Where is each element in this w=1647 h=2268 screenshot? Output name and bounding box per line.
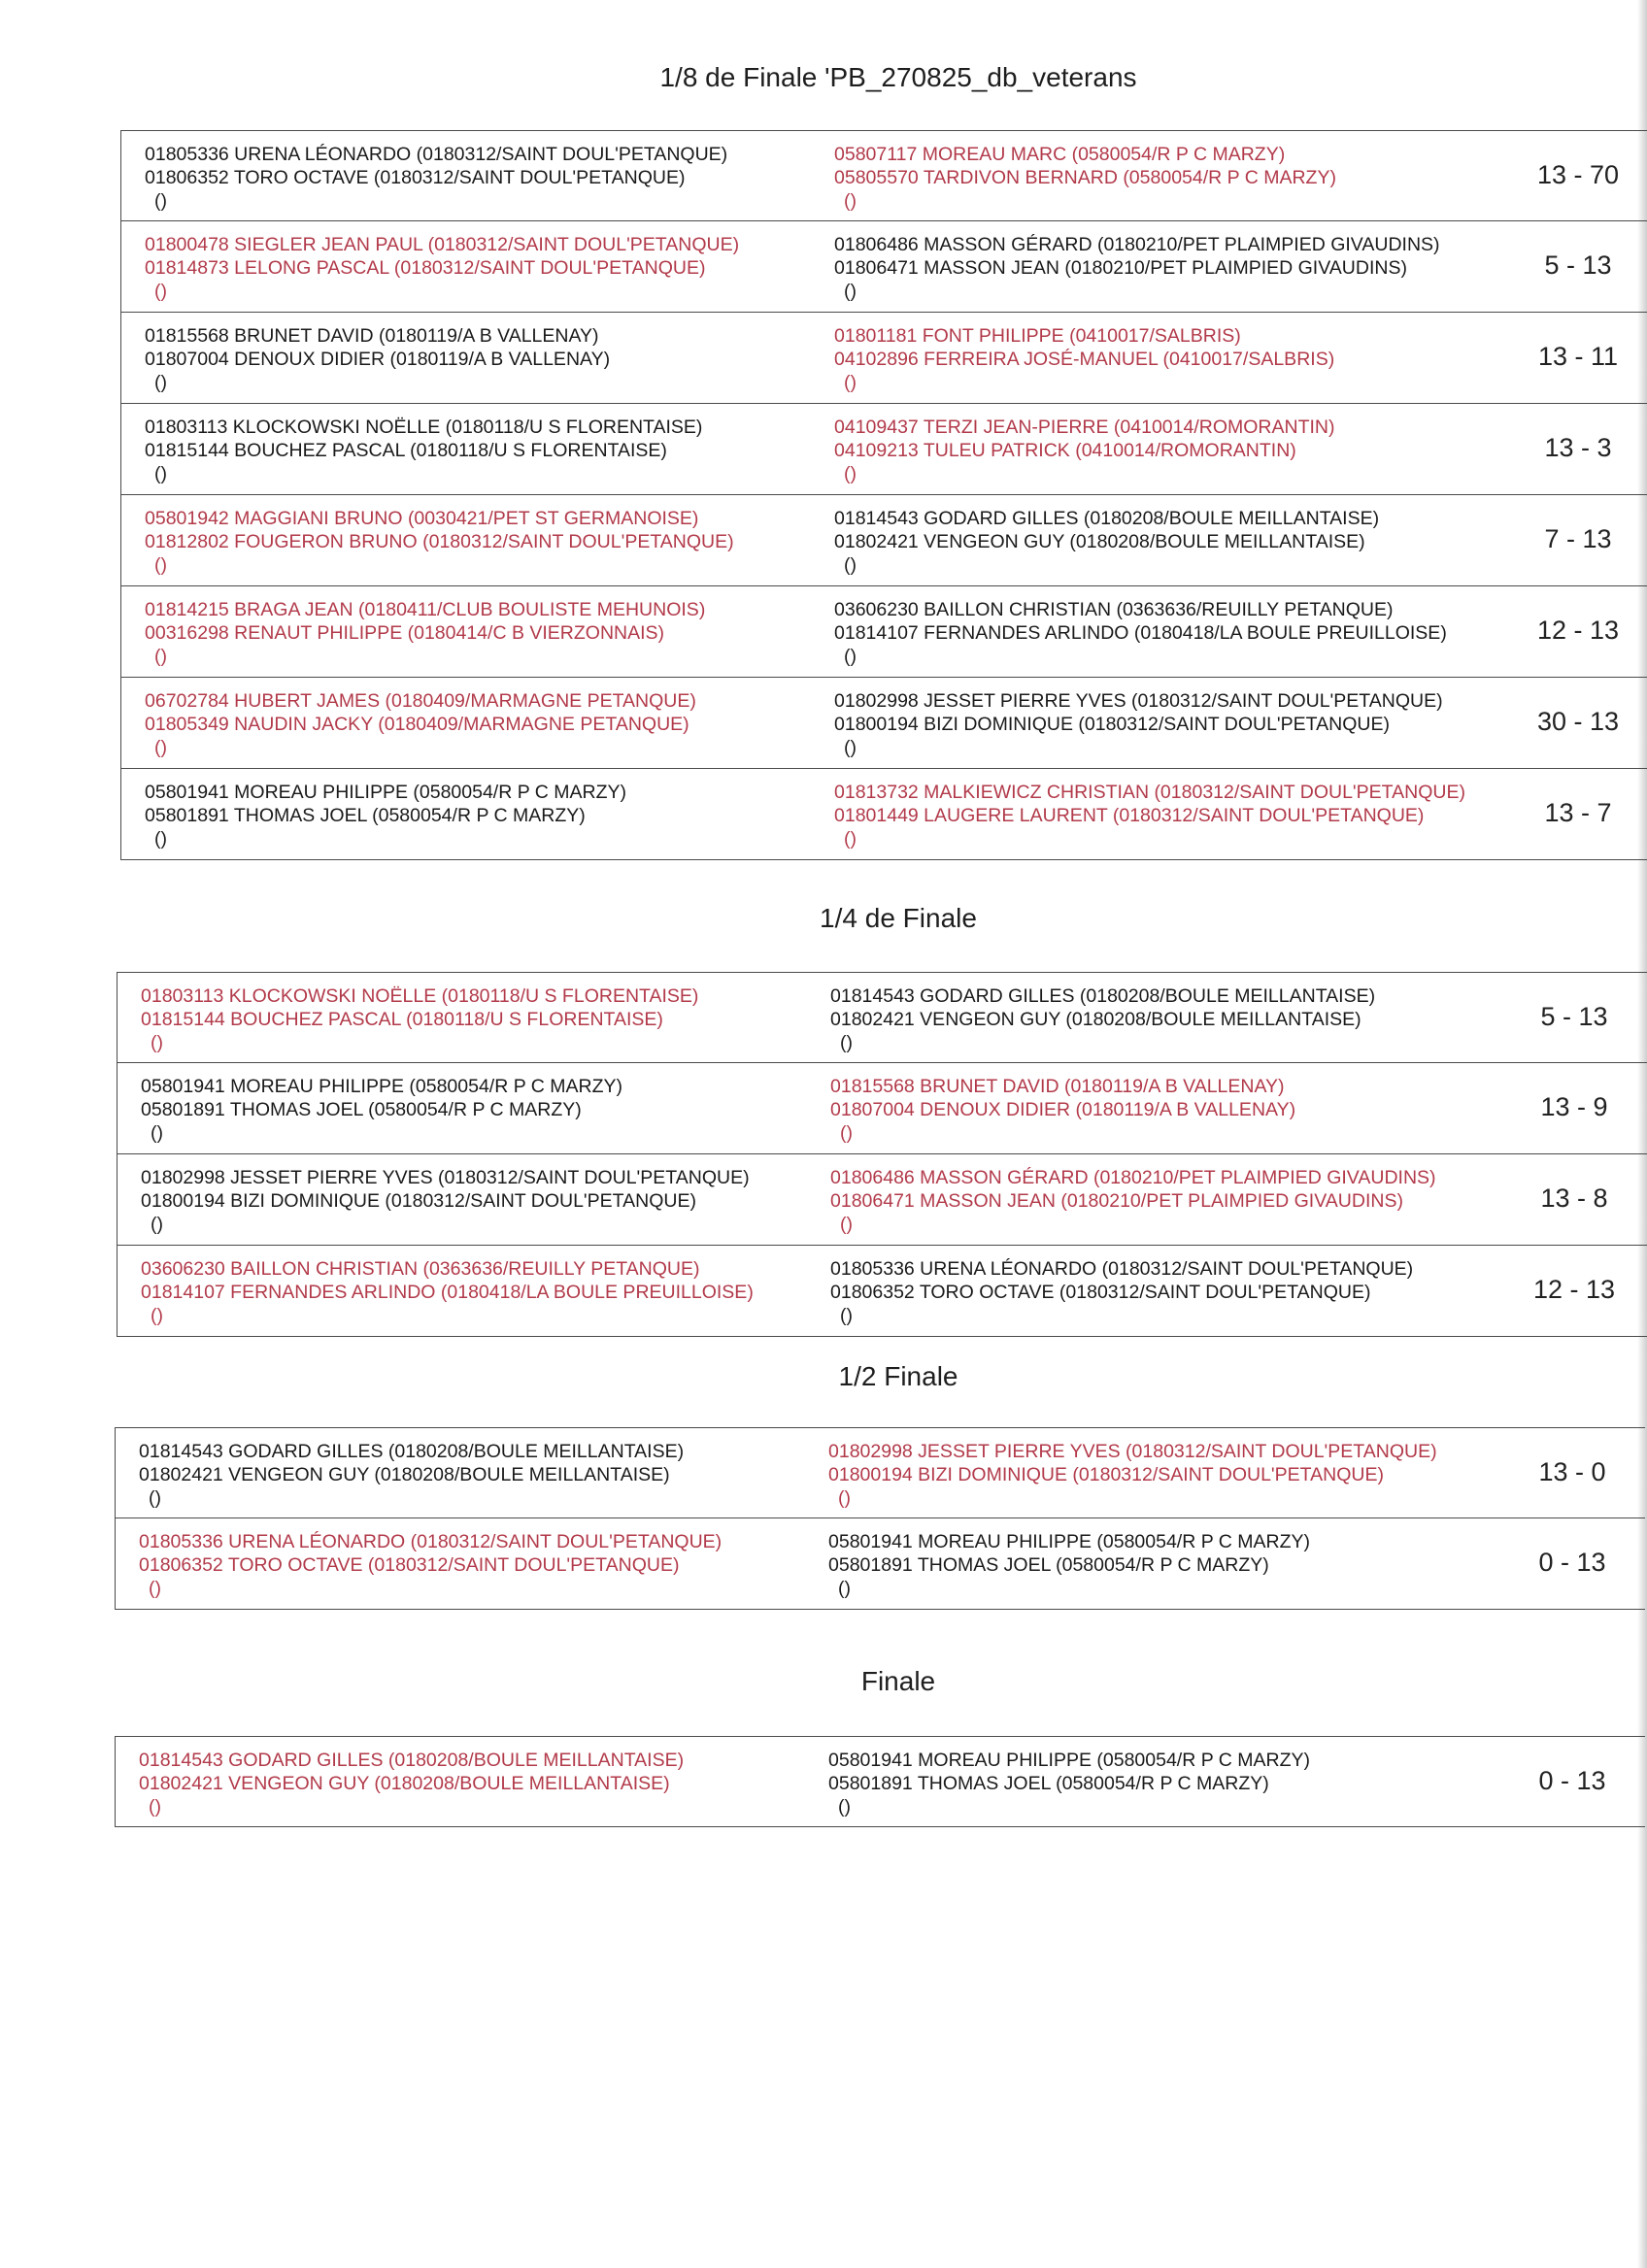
eighth-finals-table: [120, 130, 1647, 860]
match-score: 13 - 9: [1540, 1092, 1608, 1121]
team-right: 05801941 MOREAU PHILIPPE (0580054/R P C MARZY) 05801891 THOMAS JOEL (0580054/R P C MARZY) (): [828, 1531, 1311, 1599]
section-title-quarter-finals: 1/4 de Finale: [820, 903, 977, 933]
match-score: 13 - 8: [1540, 1184, 1608, 1213]
team-right: 05801941 MOREAU PHILIPPE (0580054/R P C MARZY) 05801891 THOMAS JOEL (0580054/R P C MARZY) (): [828, 1750, 1311, 1818]
match-row: [115, 1736, 1645, 1827]
team-right: 05807117 MOREAU MARC (0580054/R P C MARZY) 05805570 TARDIVON BERNARD (0580054/R P C MARZY) (): [834, 144, 1336, 212]
match-row: [120, 404, 1647, 495]
team-left: 01805336 URENA LÉONARDO (0180312/SAINT DOUL'PETANQUE) 01806352 TORO OCTAVE (0180312/SAINT DOUL'PETANQUE) (): [139, 1531, 723, 1599]
match-row: [115, 1427, 1645, 1518]
final-table: [115, 1736, 1645, 1827]
match-row: [117, 972, 1647, 1063]
section-title-eighth-finals: 1/8 de Finale 'PB_270825_db_veterans: [659, 62, 1137, 92]
team-left: 01814215 BRAGA JEAN (0180411/CLUB BOULISTE MEHUNOIS) 00316298 RENAUT PHILIPPE (0180414/C B VIERZONNAIS) (): [145, 599, 706, 667]
team-right: 01805336 URENA LÉONARDO (0180312/SAINT DOUL'PETANQUE) 01806352 TORO OCTAVE (0180312/SAINT DOUL'PETANQUE) (): [830, 1258, 1414, 1326]
section-title-final: Finale: [860, 1666, 936, 1696]
team-left: 05801941 MOREAU PHILIPPE (0580054/R P C MARZY) 05801891 THOMAS JOEL (0580054/R P C MARZY) (): [145, 782, 627, 850]
team-right: 01814543 GODARD GILLES (0180208/BOULE MEILLANTAISE) 01802421 VENGEON GUY (0180208/BOULE MEILLANTAISE) (): [834, 508, 1380, 576]
team-right: 01814543 GODARD GILLES (0180208/BOULE MEILLANTAISE) 01802421 VENGEON GUY (0180208/BOULE MEILLANTAISE) (): [830, 985, 1376, 1053]
team-right: 01802998 JESSET PIERRE YVES (0180312/SAINT DOUL'PETANQUE) 01800194 BIZI DOMINIQUE (0180312/SAINT DOUL'PETANQUE) (): [828, 1441, 1437, 1509]
match-score: 13 - 0: [1538, 1457, 1606, 1486]
match-score: 13 - 7: [1544, 798, 1612, 827]
team-right: 01806486 MASSON GÉRARD (0180210/PET PLAIMPIED GIVAUDINS) 01806471 MASSON JEAN (0180210/PET PLAIMPIED GIVAUDINS) (): [830, 1167, 1436, 1235]
match-score: 0 - 13: [1538, 1766, 1606, 1795]
team-left: 05801941 MOREAU PHILIPPE (0580054/R P C MARZY) 05801891 THOMAS JOEL (0580054/R P C MARZY) (): [141, 1076, 623, 1144]
team-right: 04109437 TERZI JEAN-PIERRE (0410014/ROMORANTIN) 04109213 TULEU PATRICK (0410014/ROMORANTIN) (): [834, 417, 1335, 484]
match-score: 13 - 70: [1536, 160, 1620, 189]
team-left: 01814543 GODARD GILLES (0180208/BOULE MEILLANTAISE) 01802421 VENGEON GUY (0180208/BOULE MEILLANTAISE) (): [139, 1441, 685, 1509]
team-left: 01815568 BRUNET DAVID (0180119/A B VALLENAY) 01807004 DENOUX DIDIER (0180119/A B VALLENAY) (): [145, 325, 611, 393]
match-score: 5 - 13: [1540, 1002, 1608, 1031]
team-left: 05801942 MAGGIANI BRUNO (0030421/PET ST GERMANOISE) 01812802 FOUGERON BRUNO (0180312/SAINT DOUL'PETANQUE) (): [145, 508, 734, 576]
match-row: [120, 130, 1647, 221]
team-left: 01800478 SIEGLER JEAN PAUL (0180312/SAINT DOUL'PETANQUE) 01814873 LELONG PASCAL (0180312/SAINT DOUL'PETANQUE) (): [145, 234, 740, 302]
team-right: 01806486 MASSON GÉRARD (0180210/PET PLAIMPIED GIVAUDINS) 01806471 MASSON JEAN (0180210/PET PLAIMPIED GIVAUDINS) (): [834, 234, 1440, 302]
team-right: 01815568 BRUNET DAVID (0180119/A B VALLENAY) 01807004 DENOUX DIDIER (0180119/A B VALLENAY) (): [830, 1076, 1296, 1144]
quarter-finals-table: [117, 972, 1647, 1337]
match-row: [120, 495, 1647, 586]
match-row: [120, 586, 1647, 678]
match-row: [117, 1246, 1647, 1337]
match-row: [120, 313, 1647, 404]
team-left: 01814543 GODARD GILLES (0180208/BOULE MEILLANTAISE) 01802421 VENGEON GUY (0180208/BOULE MEILLANTAISE) (): [139, 1750, 685, 1818]
team-left: 01802998 JESSET PIERRE YVES (0180312/SAINT DOUL'PETANQUE) 01800194 BIZI DOMINIQUE (0180312/SAINT DOUL'PETANQUE) (): [141, 1167, 750, 1235]
match-row: [117, 1063, 1647, 1154]
match-score: 7 - 13: [1544, 524, 1612, 553]
team-left: 06702784 HUBERT JAMES (0180409/MARMAGNE PETANQUE) 01805349 NAUDIN JACKY (0180409/MARMAGNE PETANQUE) (): [145, 690, 696, 758]
match-score: 13 - 11: [1537, 342, 1619, 371]
semi-finals-table: [115, 1427, 1645, 1610]
match-row: [120, 221, 1647, 313]
match-row: [120, 678, 1647, 769]
match-row: [115, 1518, 1645, 1610]
team-left: 01805336 URENA LÉONARDO (0180312/SAINT DOUL'PETANQUE) 01806352 TORO OCTAVE (0180312/SAINT DOUL'PETANQUE) (): [145, 144, 728, 212]
match-score: 0 - 13: [1538, 1548, 1606, 1577]
match-score: 5 - 13: [1544, 250, 1612, 280]
team-left: 01803113 KLOCKOWSKI NOËLLE (0180118/U S FLORENTAISE) 01815144 BOUCHEZ PASCAL (0180118/U S FLORENTAISE) (): [145, 417, 703, 484]
team-left: 01803113 KLOCKOWSKI NOËLLE (0180118/U S FLORENTAISE) 01815144 BOUCHEZ PASCAL (0180118/U S FLORENTAISE) (): [141, 985, 699, 1053]
team-right: 01801181 FONT PHILIPPE (0410017/SALBRIS) 04102896 FERREIRA JOSÉ-MANUEL (0410017/SALBRIS) (): [834, 325, 1335, 393]
team-right: 03606230 BAILLON CHRISTIAN (0363636/REUILLY PETANQUE) 01814107 FERNANDES ARLINDO (0180418/LA BOULE PREUILLOISE) (): [834, 599, 1447, 667]
match-score: 12 - 13: [1536, 616, 1620, 645]
match-row: [117, 1154, 1647, 1246]
match-score: 30 - 13: [1536, 707, 1620, 736]
team-left: 03606230 BAILLON CHRISTIAN (0363636/REUILLY PETANQUE) 01814107 FERNANDES ARLINDO (0180418/LA BOULE PREUILLOISE) (): [141, 1258, 754, 1326]
match-score: 13 - 3: [1544, 433, 1612, 462]
match-row: [120, 769, 1647, 860]
team-right: 01813732 MALKIEWICZ CHRISTIAN (0180312/SAINT DOUL'PETANQUE) 01801449 LAUGERE LAURENT (0180312/SAINT DOUL'PETANQUE) (): [834, 782, 1465, 850]
team-right: 01802998 JESSET PIERRE YVES (0180312/SAINT DOUL'PETANQUE) 01800194 BIZI DOMINIQUE (0180312/SAINT DOUL'PETANQUE) (): [834, 690, 1443, 758]
section-title-semi-finals: 1/2 Finale: [838, 1361, 958, 1391]
match-score: 12 - 13: [1532, 1275, 1616, 1304]
